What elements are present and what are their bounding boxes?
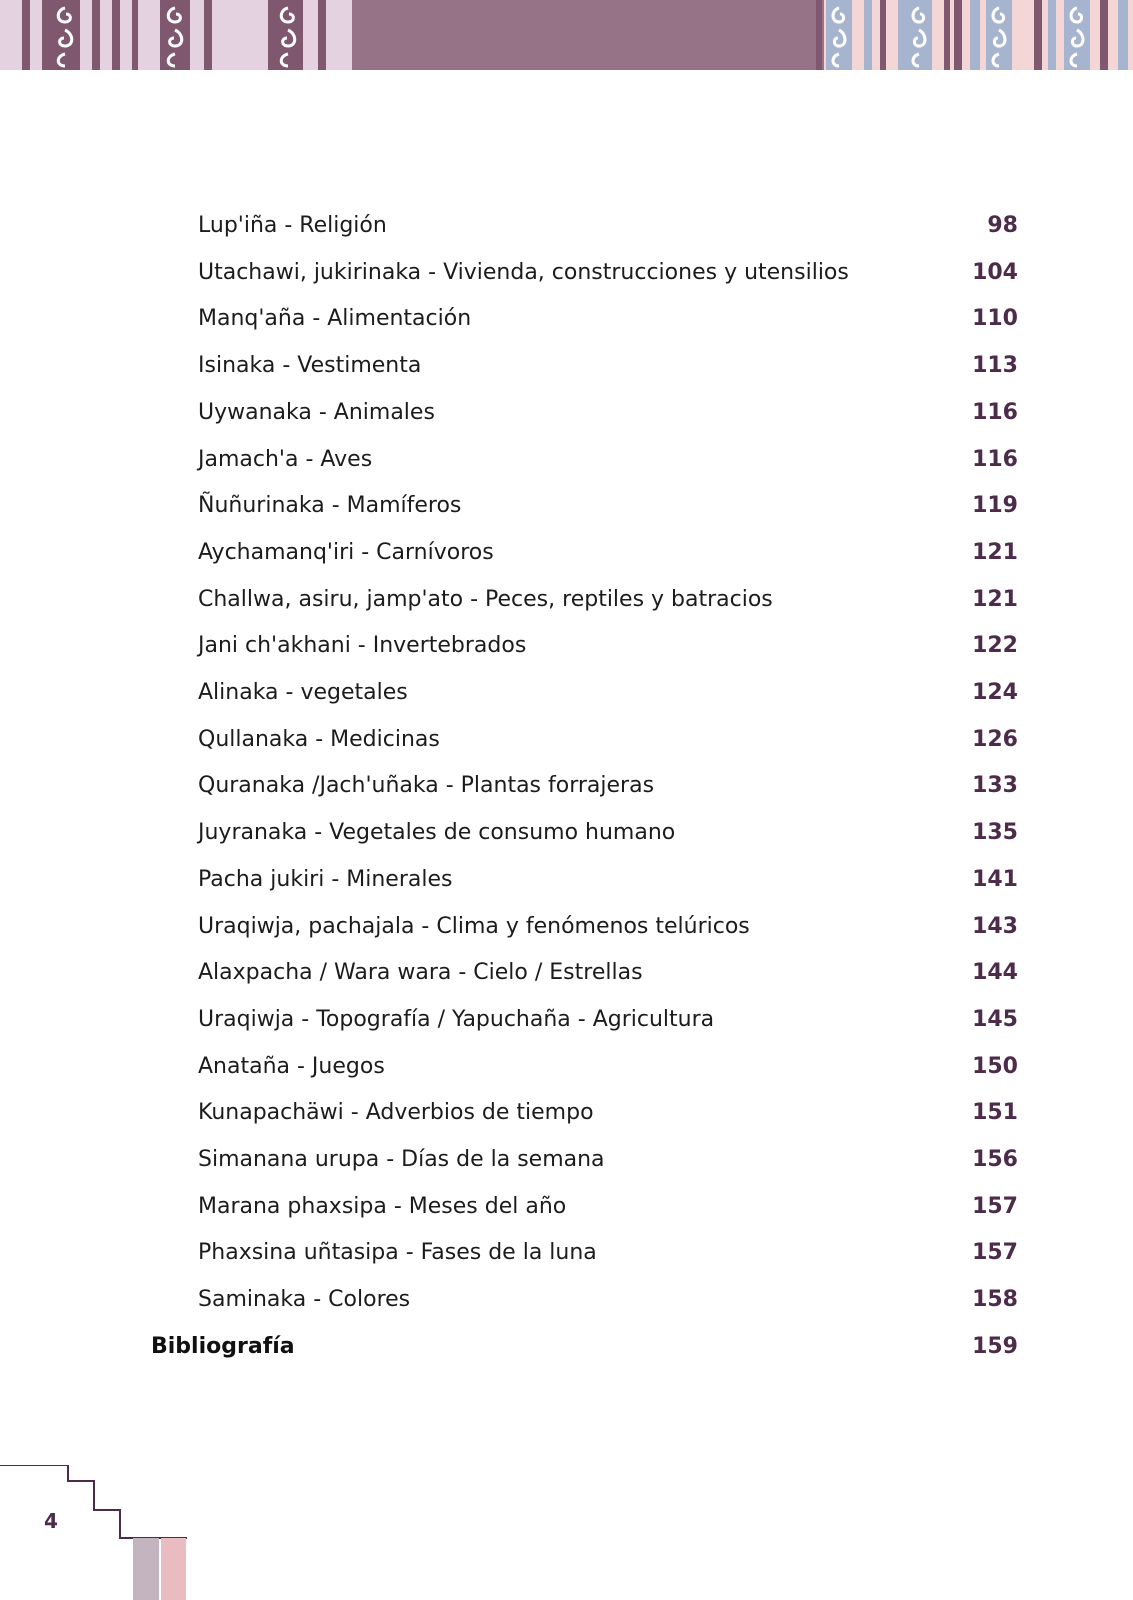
toc-entry-page: 159 bbox=[972, 1333, 1018, 1359]
toc-entry[interactable] bbox=[0, 206, 1133, 246]
spiral-motif-icon bbox=[986, 0, 1012, 70]
toc-entry-title: Isinaka - Vestimenta bbox=[198, 353, 422, 379]
band-stripe bbox=[1034, 0, 1042, 70]
band-stripe bbox=[1100, 0, 1108, 70]
toc-entry-page: 141 bbox=[972, 866, 1018, 892]
toc-entry-title: Lup'iña - Religión bbox=[198, 213, 387, 238]
band-stripe bbox=[1048, 0, 1056, 70]
toc-entry-page: 151 bbox=[972, 1100, 1018, 1126]
spiral-motif-icon bbox=[273, 0, 303, 70]
toc-entry-page: 116 bbox=[972, 399, 1018, 425]
toc-entry-title: Uywanaka - Animales bbox=[198, 399, 435, 425]
toc-entry-page: 145 bbox=[972, 1006, 1018, 1032]
toc-entry-title: Simanana urupa - Días de la semana bbox=[198, 1147, 605, 1172]
toc-entry[interactable] bbox=[0, 860, 1133, 900]
toc-entry-page: 121 bbox=[972, 539, 1018, 565]
toc-entry[interactable] bbox=[0, 486, 1133, 526]
toc-entry[interactable] bbox=[0, 813, 1133, 853]
toc-entry-page: 144 bbox=[972, 960, 1018, 986]
band-stripe bbox=[22, 0, 30, 70]
spiral-motif-icon bbox=[826, 0, 852, 70]
toc-entry[interactable] bbox=[0, 533, 1133, 573]
toc-entry[interactable] bbox=[0, 1047, 1133, 1087]
toc-entry-title: Alaxpacha / Wara wara - Cielo / Estrellas bbox=[198, 960, 643, 986]
toc-entry[interactable] bbox=[0, 440, 1133, 480]
toc-entry-page: 135 bbox=[972, 820, 1018, 846]
band-stripe bbox=[898, 0, 906, 70]
page-number: 4 bbox=[44, 1509, 58, 1533]
toc-entry[interactable] bbox=[0, 346, 1133, 386]
toc-entry-page: 156 bbox=[972, 1147, 1018, 1172]
toc-entry-title: Jani ch'akhani - Invertebrados bbox=[198, 633, 527, 659]
toc-entry[interactable] bbox=[0, 393, 1133, 433]
band-stripe bbox=[970, 0, 980, 70]
band-stripe bbox=[92, 0, 100, 70]
toc-entry-page: 150 bbox=[972, 1053, 1018, 1079]
band-stripe bbox=[816, 0, 822, 70]
toc-entry[interactable] bbox=[0, 720, 1133, 760]
toc-entry-title: Juyranaka - Vegetales de consumo humano bbox=[198, 820, 676, 846]
spiral-motif-icon bbox=[1064, 0, 1090, 70]
toc-entry-title: Manq'aña - Alimentación bbox=[198, 306, 472, 332]
toc-entry[interactable] bbox=[0, 673, 1133, 713]
band-stripe bbox=[954, 0, 962, 70]
toc-entry[interactable] bbox=[0, 766, 1133, 806]
footer-bar-pink bbox=[161, 1538, 186, 1600]
band-stripe bbox=[318, 0, 326, 70]
toc-entry[interactable] bbox=[0, 1000, 1133, 1040]
toc-entry-bibliography[interactable] bbox=[0, 1327, 1133, 1367]
band-stripe bbox=[864, 0, 872, 70]
toc-entry[interactable] bbox=[0, 1093, 1133, 1133]
toc-entry-title: Utachawi, jukirinaka - Vivienda, construcciones y utensilios bbox=[198, 259, 849, 285]
toc-entry-page: 157 bbox=[972, 1193, 1018, 1219]
toc-entry-title: Pacha jukiri - Minerales bbox=[198, 866, 453, 892]
band-stripe bbox=[204, 0, 212, 70]
toc-entry[interactable] bbox=[0, 1280, 1133, 1320]
band-stripe bbox=[944, 0, 950, 70]
toc-entry-page: 121 bbox=[972, 586, 1018, 612]
toc-entry-title: Alinaka - vegetales bbox=[198, 680, 408, 705]
toc-entry[interactable] bbox=[0, 299, 1133, 339]
toc-entry[interactable] bbox=[0, 1140, 1133, 1180]
toc-entry-title: Anataña - Juegos bbox=[198, 1053, 385, 1079]
band-stripe bbox=[112, 0, 120, 70]
toc-entry-title: Aychamanq'iri - Carnívoros bbox=[198, 539, 494, 565]
spiral-motif-icon bbox=[906, 0, 932, 70]
toc-entry-page: 116 bbox=[972, 446, 1018, 472]
toc-entry[interactable] bbox=[0, 580, 1133, 620]
toc-entry-title: Uraqiwja, pachajala - Clima y fenómenos telúricos bbox=[198, 913, 750, 939]
toc-entry-page: 158 bbox=[972, 1287, 1018, 1313]
top-decorative-band bbox=[0, 0, 1133, 70]
toc-entry-title: Marana phaxsipa - Meses del año bbox=[198, 1193, 567, 1219]
spiral-motif-icon bbox=[50, 0, 80, 70]
toc-entry-page: 143 bbox=[972, 913, 1018, 939]
toc-entry-title: Bibliografía bbox=[151, 1333, 295, 1359]
band-stripe bbox=[42, 0, 50, 70]
toc-entry-title: Challwa, asiru, jamp'ato - Peces, reptiles y batracios bbox=[198, 586, 773, 612]
band-stripe bbox=[1118, 0, 1128, 70]
toc-entry-page: 113 bbox=[972, 353, 1018, 379]
toc-entry-page: 104 bbox=[972, 259, 1018, 285]
toc-entry-page: 110 bbox=[972, 306, 1018, 332]
toc-entry-title: Ñuñurinaka - Mamíferos bbox=[198, 493, 462, 519]
toc-entry[interactable] bbox=[0, 907, 1133, 947]
toc-entry[interactable] bbox=[0, 1187, 1133, 1227]
toc-entry-title: Jamach'a - Aves bbox=[198, 446, 373, 472]
toc-entry[interactable] bbox=[0, 253, 1133, 293]
toc-entry[interactable] bbox=[0, 953, 1133, 993]
toc-entry-page: 119 bbox=[972, 493, 1018, 519]
band-middle-section bbox=[352, 0, 824, 70]
toc-entry-page: 98 bbox=[987, 213, 1018, 238]
band-stripe bbox=[880, 0, 886, 70]
toc-entry-page: 126 bbox=[972, 726, 1018, 752]
toc-entry-page: 124 bbox=[972, 680, 1018, 705]
footer-bar-mauve bbox=[133, 1538, 159, 1600]
band-stripe bbox=[132, 0, 138, 70]
toc-entry-page: 133 bbox=[972, 773, 1018, 799]
toc-entry-page: 157 bbox=[972, 1240, 1018, 1266]
toc-entry-title: Phaxsina uñtasipa - Fases de la luna bbox=[198, 1240, 597, 1266]
toc-entry-page: 122 bbox=[972, 633, 1018, 659]
spiral-motif-icon bbox=[160, 0, 190, 70]
toc-entry-title: Kunapachäwi - Adverbios de tiempo bbox=[198, 1100, 594, 1126]
toc-entry-title: Saminaka - Colores bbox=[198, 1287, 411, 1313]
toc-entry-title: Qullanaka - Medicinas bbox=[198, 726, 440, 752]
toc-entry-title: Quranaka /Jach'uñaka - Plantas forrajeras bbox=[198, 773, 655, 799]
toc-entry-title: Uraqiwja - Topografía / Yapuchaña - Agricultura bbox=[198, 1006, 715, 1032]
toc-entry[interactable] bbox=[0, 1233, 1133, 1273]
toc-entry[interactable] bbox=[0, 626, 1133, 666]
